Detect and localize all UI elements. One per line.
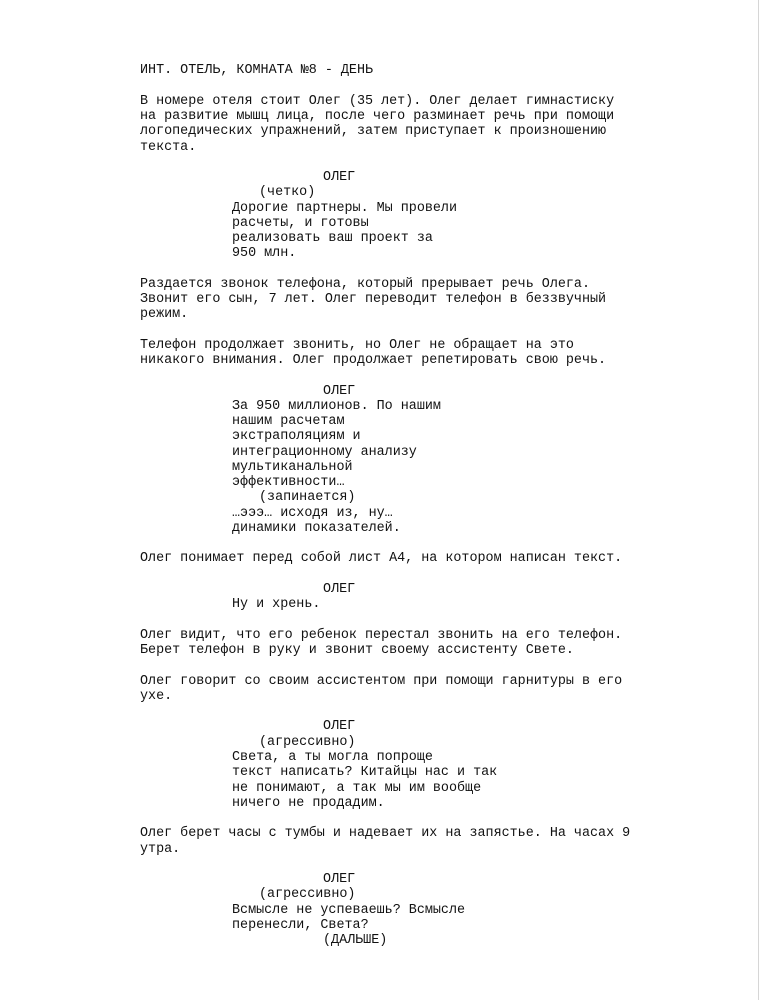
action-line: логопедических упражнений, затем приступает к произношению: [140, 124, 607, 139]
character-name: ОЛЕГ: [323, 170, 356, 185]
dialogue-line: экстраполяциям и: [232, 429, 361, 444]
character-name: ОЛЕГ: [323, 872, 356, 887]
dialogue-line: Света, а ты могла попроще: [232, 750, 433, 765]
action-line: Берет телефон в руку и звонит своему ассистенту Свете.: [140, 643, 574, 658]
action-line: Телефон продолжает звонить, но Олег не обращает на это: [140, 338, 574, 353]
character-name: ОЛЕГ: [323, 582, 356, 597]
action-line: Олег берет часы с тумбы и надевает их на запястье. На часах 9: [140, 826, 631, 841]
dialogue-line: текст написать? Китайцы нас и так: [232, 765, 498, 780]
dialogue-line: Дорогие партнеры. Мы провели: [232, 201, 457, 216]
dialogue-line: расчеты, и готовы: [232, 216, 369, 231]
parenthetical: (запинается): [259, 490, 356, 505]
dialogue-line: интеграционному анализу: [232, 445, 417, 460]
dialogue-line: перенесли, Света?: [232, 918, 369, 933]
action-line: Звонит его сын, 7 лет. Олег переводит телефон в беззвучный: [140, 292, 607, 307]
dialogue-line: динамики показателей.: [232, 521, 401, 536]
dialogue-line: нашим расчетам: [232, 414, 345, 429]
dialogue-line: реализовать ваш проект за: [232, 231, 433, 246]
action-line: утра.: [140, 842, 181, 857]
action-line: ухе.: [140, 689, 173, 704]
scene-heading: ИНТ. ОТЕЛЬ, КОМНАТА №8 - ДЕНЬ: [140, 63, 374, 78]
action-line: Олег понимает перед собой лист А4, на котором написан текст.: [140, 551, 623, 566]
more-marker: (ДАЛЬШЕ): [323, 933, 388, 948]
dialogue-line: Всмысле не успеваешь? Всмысле: [232, 903, 466, 918]
action-line: В номере отеля стоит Олег (35 лет). Олег делает гимнастиску: [140, 94, 615, 109]
action-line: Раздается звонок телефона, который прерывает речь Олега.: [140, 277, 590, 292]
dialogue-line: ничего не продадим.: [232, 796, 385, 811]
character-name: ОЛЕГ: [323, 384, 356, 399]
dialogue-line: мультиканальной: [232, 460, 353, 475]
action-line: текста.: [140, 140, 197, 155]
character-name: ОЛЕГ: [323, 719, 356, 734]
action-line: на развитие мышц лица, после чего разминает речь при помощи: [140, 109, 615, 124]
action-line: Олег видит, что его ребенок перестал звонить на его телефон.: [140, 628, 623, 643]
parenthetical: (агрессивно): [259, 735, 356, 750]
parenthetical: (агрессивно): [259, 887, 356, 902]
action-line: никакого внимания. Олег продолжает репетировать свою речь.: [140, 353, 607, 368]
dialogue-line: эффективности…: [232, 475, 345, 490]
action-line: Олег говорит со своим ассистентом при помощи гарнитуры в его: [140, 674, 623, 689]
dialogue-line: не понимают, а так мы им вообще: [232, 781, 482, 796]
dialogue-line: Ну и хрень.: [232, 597, 321, 612]
dialogue-line: …эээ… исходя из, ну…: [232, 506, 393, 521]
dialogue-line: За 950 миллионов. По нашим: [232, 399, 441, 414]
dialogue-line: 950 млн.: [232, 246, 297, 261]
parenthetical: (четко): [259, 185, 316, 200]
action-line: режим.: [140, 307, 189, 322]
